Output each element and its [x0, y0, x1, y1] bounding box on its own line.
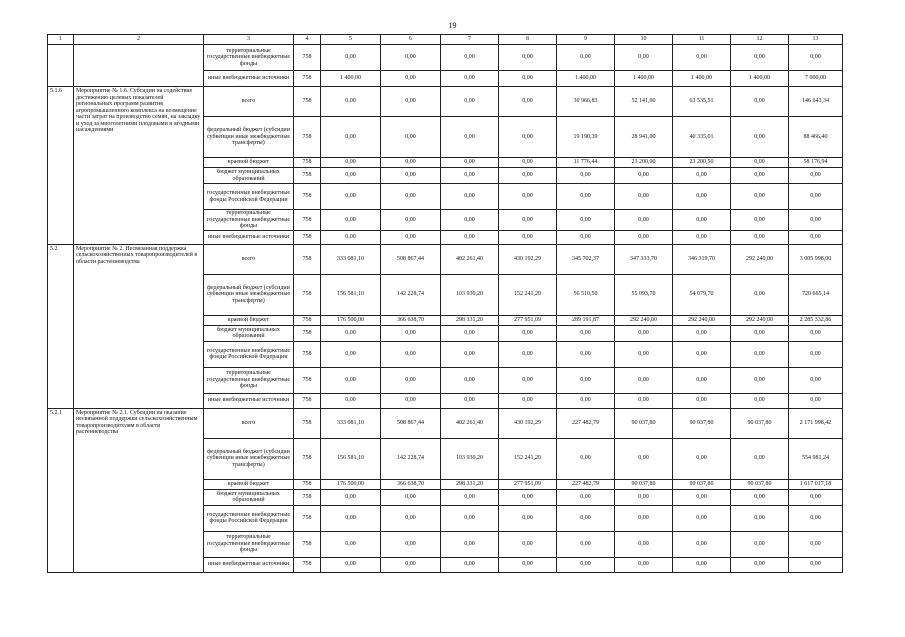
value-cell: 0,00 [321, 393, 381, 408]
value-cell: 402 261,40 [441, 244, 499, 274]
value-cell: 0,00 [557, 367, 615, 393]
value-cell: 0,00 [615, 230, 673, 244]
measure-code: 5.2.1 [48, 408, 74, 572]
value-cell: 0,00 [673, 489, 731, 505]
value-cell: 0,00 [731, 325, 789, 341]
value-cell: 0,00 [615, 168, 673, 184]
value-cell: 0,00 [441, 230, 499, 244]
value-cell: 90 037,80 [673, 408, 731, 438]
value-cell: 0,00 [381, 557, 441, 572]
value-cell: 0,00 [731, 210, 789, 231]
value-cell: 0,00 [731, 438, 789, 479]
value-cell: 0,00 [615, 505, 673, 531]
value-cell: 298 331,20 [441, 479, 499, 489]
value-cell: 0,00 [499, 87, 557, 117]
value-cell: 0,00 [381, 184, 441, 210]
value-cell: 0,00 [731, 489, 789, 505]
header-cell: 1 [48, 35, 74, 45]
value-cell: 30 966,83 [557, 87, 615, 117]
value-cell: 0,00 [441, 71, 499, 87]
value-cell: 0,00 [731, 505, 789, 531]
value-cell: 0,00 [789, 184, 843, 210]
value-cell: 176 500,00 [321, 315, 381, 325]
value-cell: 2 285 332,86 [789, 315, 843, 325]
value-cell: 0,00 [441, 184, 499, 210]
value-cell: 0,00 [789, 393, 843, 408]
value-cell: 0,00 [673, 505, 731, 531]
value-cell: 0,00 [381, 531, 441, 557]
value-cell: 0,00 [731, 158, 789, 168]
value-cell: 430 192,29 [499, 408, 557, 438]
value-cell: 23 200,50 [673, 158, 731, 168]
value-cell: 0,00 [557, 210, 615, 231]
value-cell: 58 176,94 [789, 158, 843, 168]
value-cell: 0,00 [321, 341, 381, 367]
value-cell: 0,00 [381, 230, 441, 244]
value-cell: 0,00 [731, 393, 789, 408]
value-cell: 1 400,00 [557, 71, 615, 87]
value-cell: 0,00 [381, 489, 441, 505]
value-cell: 758 [294, 158, 321, 168]
funding-source-cell: федеральный бюджет (субсидии субвенции иные межбюджетные трансферты) [204, 274, 294, 315]
value-cell: 0,00 [557, 341, 615, 367]
value-cell: 3 005 998,00 [789, 244, 843, 274]
value-cell: 0,00 [557, 184, 615, 210]
value-cell: 23 200,00 [615, 158, 673, 168]
value-cell: 758 [294, 117, 321, 158]
value-cell: 0,00 [731, 87, 789, 117]
value-cell: 0,00 [615, 531, 673, 557]
value-cell: 156 581,10 [321, 274, 381, 315]
value-cell: 508 867,44 [381, 408, 441, 438]
value-cell: 146 643,34 [789, 87, 843, 117]
value-cell: 0,00 [557, 325, 615, 341]
value-cell: 0,00 [499, 230, 557, 244]
value-cell: 0,00 [557, 438, 615, 479]
funding-source-cell: бюджет муниципальных образований [204, 168, 294, 184]
value-cell: 227 482,79 [557, 408, 615, 438]
value-cell: 346 319,70 [673, 244, 731, 274]
value-cell: 0,00 [499, 117, 557, 158]
value-cell: 0,00 [673, 210, 731, 231]
value-cell: 103 930,20 [441, 438, 499, 479]
value-cell: 758 [294, 393, 321, 408]
value-cell: 0,00 [673, 45, 731, 71]
value-cell: 758 [294, 274, 321, 315]
value-cell: 0,00 [321, 531, 381, 557]
value-cell: 0,00 [789, 341, 843, 367]
value-cell: 7 000,00 [789, 71, 843, 87]
value-cell: 54 079,70 [673, 274, 731, 315]
value-cell: 88 466,40 [789, 117, 843, 158]
value-cell: 0,00 [321, 489, 381, 505]
value-cell: 758 [294, 489, 321, 505]
header-cell: 12 [731, 35, 789, 45]
value-cell: 0,00 [441, 367, 499, 393]
value-cell: 0,00 [441, 210, 499, 231]
value-cell: 345 702,37 [557, 244, 615, 274]
value-cell: 90 037,80 [673, 479, 731, 489]
value-cell: 0,00 [499, 210, 557, 231]
value-cell: 152 241,20 [499, 274, 557, 315]
value-cell: 0,00 [789, 45, 843, 71]
value-cell: 0,00 [615, 438, 673, 479]
value-cell: 289 191,87 [557, 315, 615, 325]
value-cell: 0,00 [381, 117, 441, 158]
value-cell: 0,00 [499, 325, 557, 341]
funding-source-cell: территориальные государственные внебюджетные фонды [204, 531, 294, 557]
value-cell: 0,00 [499, 45, 557, 71]
value-cell: 0,00 [789, 557, 843, 572]
funding-source-cell: иные внебюджетные источники [204, 557, 294, 572]
value-cell: 0,00 [381, 393, 441, 408]
funding-source-cell: всего [204, 408, 294, 438]
funding-source-cell: иные внебюджетные источники [204, 71, 294, 87]
value-cell: 0,00 [441, 393, 499, 408]
value-cell: 142 228,74 [381, 438, 441, 479]
value-cell: 758 [294, 505, 321, 531]
value-cell: 0,00 [321, 557, 381, 572]
value-cell: 758 [294, 230, 321, 244]
value-cell: 554 981,24 [789, 438, 843, 479]
funding-source-cell: территориальные государственные внебюджетные фонды [204, 45, 294, 71]
value-cell: 0,00 [381, 505, 441, 531]
measure-title: Мероприятие № 1.6. Субсидии на содействие достижению целевых показателей региональных программ развития агропромышленного комплекса на возмещение части затрат на производство семян, на закладку и уход за многолетними плодовыми и ягодными насаждениями [74, 87, 204, 245]
value-cell: 0,00 [731, 184, 789, 210]
value-cell: 227 482,79 [557, 479, 615, 489]
value-cell: 0,00 [673, 438, 731, 479]
funding-source-cell: всего [204, 87, 294, 117]
value-cell: 0,00 [615, 210, 673, 231]
value-cell: 758 [294, 244, 321, 274]
value-cell: 55 093,70 [615, 274, 673, 315]
value-cell: 28 941,00 [615, 117, 673, 158]
value-cell: 0,00 [673, 325, 731, 341]
value-cell: 0,00 [673, 184, 731, 210]
value-cell: 0,00 [789, 210, 843, 231]
value-cell: 0,00 [499, 393, 557, 408]
value-cell: 0,00 [731, 557, 789, 572]
value-cell: 0,00 [499, 505, 557, 531]
value-cell: 63 535,51 [673, 87, 731, 117]
value-cell: 0,00 [441, 489, 499, 505]
value-cell: 156 581,10 [321, 438, 381, 479]
funding-source-cell: территориальные государственные внебюджетные фонды [204, 210, 294, 231]
table-body [48, 35, 843, 573]
value-cell: 0,00 [499, 158, 557, 168]
funding-source-cell: государственные внебюджетные фонды Российской Федерации [204, 341, 294, 367]
value-cell: 0,00 [441, 117, 499, 158]
value-cell: 142 228,74 [381, 274, 441, 315]
value-cell: 0,00 [381, 325, 441, 341]
value-cell: 0,00 [321, 230, 381, 244]
value-cell: 758 [294, 479, 321, 489]
value-cell: 0,00 [321, 158, 381, 168]
value-cell: 0,00 [441, 505, 499, 531]
measure-title: Мероприятие № 2. Несвязанная поддержка сельскохозяйственных товаропроизводителей в области растениеводства [74, 244, 204, 408]
header-cell: 3 [204, 35, 294, 45]
funding-source-cell: бюджет муниципальных образований [204, 489, 294, 505]
value-cell: 0,00 [615, 489, 673, 505]
value-cell: 0,00 [321, 325, 381, 341]
value-cell: 0,00 [673, 393, 731, 408]
value-cell: 1 400,00 [615, 71, 673, 87]
value-cell: 0,00 [615, 325, 673, 341]
value-cell: 0,00 [557, 168, 615, 184]
header-cell: 13 [789, 35, 843, 45]
header-row [48, 35, 843, 45]
header-cell: 5 [321, 35, 381, 45]
table-row [48, 408, 843, 438]
value-cell: 0,00 [615, 184, 673, 210]
description-cell [74, 45, 204, 87]
value-cell: 0,00 [789, 531, 843, 557]
value-cell: 758 [294, 87, 321, 117]
value-cell: 11 776,44 [557, 158, 615, 168]
value-cell: 0,00 [615, 557, 673, 572]
value-cell: 347 333,70 [615, 244, 673, 274]
value-cell: 758 [294, 184, 321, 210]
value-cell: 0,00 [321, 367, 381, 393]
value-cell: 0,00 [381, 367, 441, 393]
value-cell: 0,00 [321, 505, 381, 531]
value-cell: 720 665,14 [789, 274, 843, 315]
header-cell: 10 [615, 35, 673, 45]
value-cell: 758 [294, 341, 321, 367]
value-cell: 0,00 [731, 45, 789, 71]
value-cell: 0,00 [321, 117, 381, 158]
funding-source-cell: краевой бюджет [204, 158, 294, 168]
value-cell: 758 [294, 531, 321, 557]
value-cell: 0,00 [673, 531, 731, 557]
value-cell: 103 930,20 [441, 274, 499, 315]
value-cell: 0,00 [381, 168, 441, 184]
funding-table [47, 34, 843, 573]
value-cell: 0,00 [321, 210, 381, 231]
value-cell: 0,00 [731, 230, 789, 244]
value-cell: 0,00 [499, 367, 557, 393]
code-cell [48, 45, 74, 87]
measure-title: Мероприятие № 2.1. Субсидии на оказание несвязанной поддержки сельскохозяйственным товаропроизводителям в области растениеводства [74, 408, 204, 572]
header-cell: 2 [74, 35, 204, 45]
value-cell: 0,00 [789, 505, 843, 531]
value-cell: 0,00 [557, 505, 615, 531]
value-cell: 758 [294, 557, 321, 572]
value-cell: 90 037,80 [615, 408, 673, 438]
value-cell: 758 [294, 168, 321, 184]
value-cell: 0,00 [499, 489, 557, 505]
value-cell: 0,00 [441, 168, 499, 184]
value-cell: 1 400,00 [321, 71, 381, 87]
value-cell: 333 081,10 [321, 244, 381, 274]
value-cell: 0,00 [615, 45, 673, 71]
value-cell: 0,00 [381, 45, 441, 71]
value-cell: 0,00 [381, 158, 441, 168]
funding-source-cell: краевой бюджет [204, 479, 294, 489]
header-cell: 9 [557, 35, 615, 45]
value-cell: 0,00 [557, 531, 615, 557]
value-cell: 430 192,29 [499, 244, 557, 274]
value-cell: 56 510,50 [557, 274, 615, 315]
value-cell: 0,00 [789, 367, 843, 393]
value-cell: 0,00 [441, 87, 499, 117]
value-cell: 508 867,44 [381, 244, 441, 274]
value-cell: 176 500,00 [321, 479, 381, 489]
value-cell: 0,00 [673, 168, 731, 184]
value-cell: 0,00 [615, 393, 673, 408]
value-cell: 0,00 [731, 341, 789, 367]
value-cell: 0,00 [499, 71, 557, 87]
value-cell: 0,00 [615, 341, 673, 367]
header-cell: 4 [294, 35, 321, 45]
value-cell: 366 638,70 [381, 479, 441, 489]
value-cell: 19 190,39 [557, 117, 615, 158]
page-number: 19 [448, 21, 457, 30]
value-cell: 40 335,01 [673, 117, 731, 158]
value-cell: 292 240,00 [731, 315, 789, 325]
value-cell: 0,00 [789, 489, 843, 505]
value-cell: 0,00 [441, 325, 499, 341]
value-cell: 0,00 [441, 158, 499, 168]
value-cell: 0,00 [731, 168, 789, 184]
value-cell: 0,00 [441, 531, 499, 557]
value-cell: 0,00 [731, 531, 789, 557]
value-cell: 0,00 [557, 230, 615, 244]
table-row [48, 45, 843, 71]
value-cell: 0,00 [321, 45, 381, 71]
value-cell: 758 [294, 325, 321, 341]
value-cell: 0,00 [789, 230, 843, 244]
value-cell: 758 [294, 408, 321, 438]
measure-code: 5.2 [48, 244, 74, 408]
header-cell: 6 [381, 35, 441, 45]
value-cell: 758 [294, 315, 321, 325]
value-cell: 366 638,70 [381, 315, 441, 325]
value-cell: 292 240,00 [615, 315, 673, 325]
value-cell: 298 331,20 [441, 315, 499, 325]
value-cell: 0,00 [381, 210, 441, 231]
value-cell: 0,00 [441, 45, 499, 71]
value-cell: 758 [294, 45, 321, 71]
table-row [48, 87, 843, 117]
header-cell: 11 [673, 35, 731, 45]
value-cell: 90 037,80 [731, 479, 789, 489]
value-cell: 0,00 [499, 341, 557, 367]
value-cell: 0,00 [731, 117, 789, 158]
table-row [48, 244, 843, 274]
value-cell: 333 081,10 [321, 408, 381, 438]
value-cell: 0,00 [499, 168, 557, 184]
header-cell: 8 [499, 35, 557, 45]
value-cell: 0,00 [789, 325, 843, 341]
value-cell: 758 [294, 367, 321, 393]
value-cell: 0,00 [789, 168, 843, 184]
value-cell: 0,00 [321, 87, 381, 117]
funding-source-cell: государственные внебюджетные фонды Российской Федерации [204, 505, 294, 531]
value-cell: 0,00 [499, 531, 557, 557]
funding-source-cell: иные внебюджетные источники [204, 230, 294, 244]
value-cell: 0,00 [381, 87, 441, 117]
value-cell: 90 037,80 [615, 479, 673, 489]
value-cell: 758 [294, 438, 321, 479]
funding-source-cell: краевой бюджет [204, 315, 294, 325]
value-cell: 758 [294, 210, 321, 231]
value-cell: 0,00 [381, 341, 441, 367]
value-cell: 292 240,00 [731, 244, 789, 274]
value-cell: 1 400,00 [673, 71, 731, 87]
value-cell: 0,00 [499, 557, 557, 572]
value-cell: 0,00 [321, 184, 381, 210]
value-cell: 0,00 [673, 341, 731, 367]
value-cell: 0,00 [557, 557, 615, 572]
value-cell: 277 951,09 [499, 315, 557, 325]
value-cell: 0,00 [557, 489, 615, 505]
value-cell: 0,00 [441, 341, 499, 367]
value-cell: 52 141,00 [615, 87, 673, 117]
value-cell: 0,00 [557, 393, 615, 408]
value-cell: 152 241,20 [499, 438, 557, 479]
value-cell: 0,00 [321, 168, 381, 184]
header-cell: 7 [441, 35, 499, 45]
funding-source-cell: федеральный бюджет (субсидии субвенции иные межбюджетные трансферты) [204, 438, 294, 479]
value-cell: 0,00 [615, 367, 673, 393]
funding-source-cell: территориальные государственные внебюджетные фонды [204, 367, 294, 393]
funding-source-cell: иные внебюджетные источники [204, 393, 294, 408]
value-cell: 90 037,80 [731, 408, 789, 438]
funding-source-cell: федеральный бюджет (субсидии субвенции иные межбюджетные трансферты) [204, 117, 294, 158]
measure-code: 5.1.6 [48, 87, 74, 245]
value-cell: 402 261,40 [441, 408, 499, 438]
value-cell: 0,00 [731, 274, 789, 315]
value-cell: 0,00 [673, 230, 731, 244]
value-cell: 1 617 017,18 [789, 479, 843, 489]
funding-source-cell: государственные внебюджетные фонды Российской Федерации [204, 184, 294, 210]
value-cell: 0,00 [381, 71, 441, 87]
value-cell: 0,00 [673, 367, 731, 393]
value-cell: 292 240,00 [673, 315, 731, 325]
funding-source-cell: бюджет муниципальных образований [204, 325, 294, 341]
value-cell: 0,00 [731, 367, 789, 393]
funding-source-cell: всего [204, 244, 294, 274]
value-cell: 0,00 [499, 184, 557, 210]
value-cell: 2 171 998,42 [789, 408, 843, 438]
value-cell: 758 [294, 71, 321, 87]
value-cell: 277 951,09 [499, 479, 557, 489]
value-cell: 0,00 [557, 45, 615, 71]
value-cell: 1 400,00 [731, 71, 789, 87]
value-cell: 0,00 [673, 557, 731, 572]
value-cell: 0,00 [441, 557, 499, 572]
